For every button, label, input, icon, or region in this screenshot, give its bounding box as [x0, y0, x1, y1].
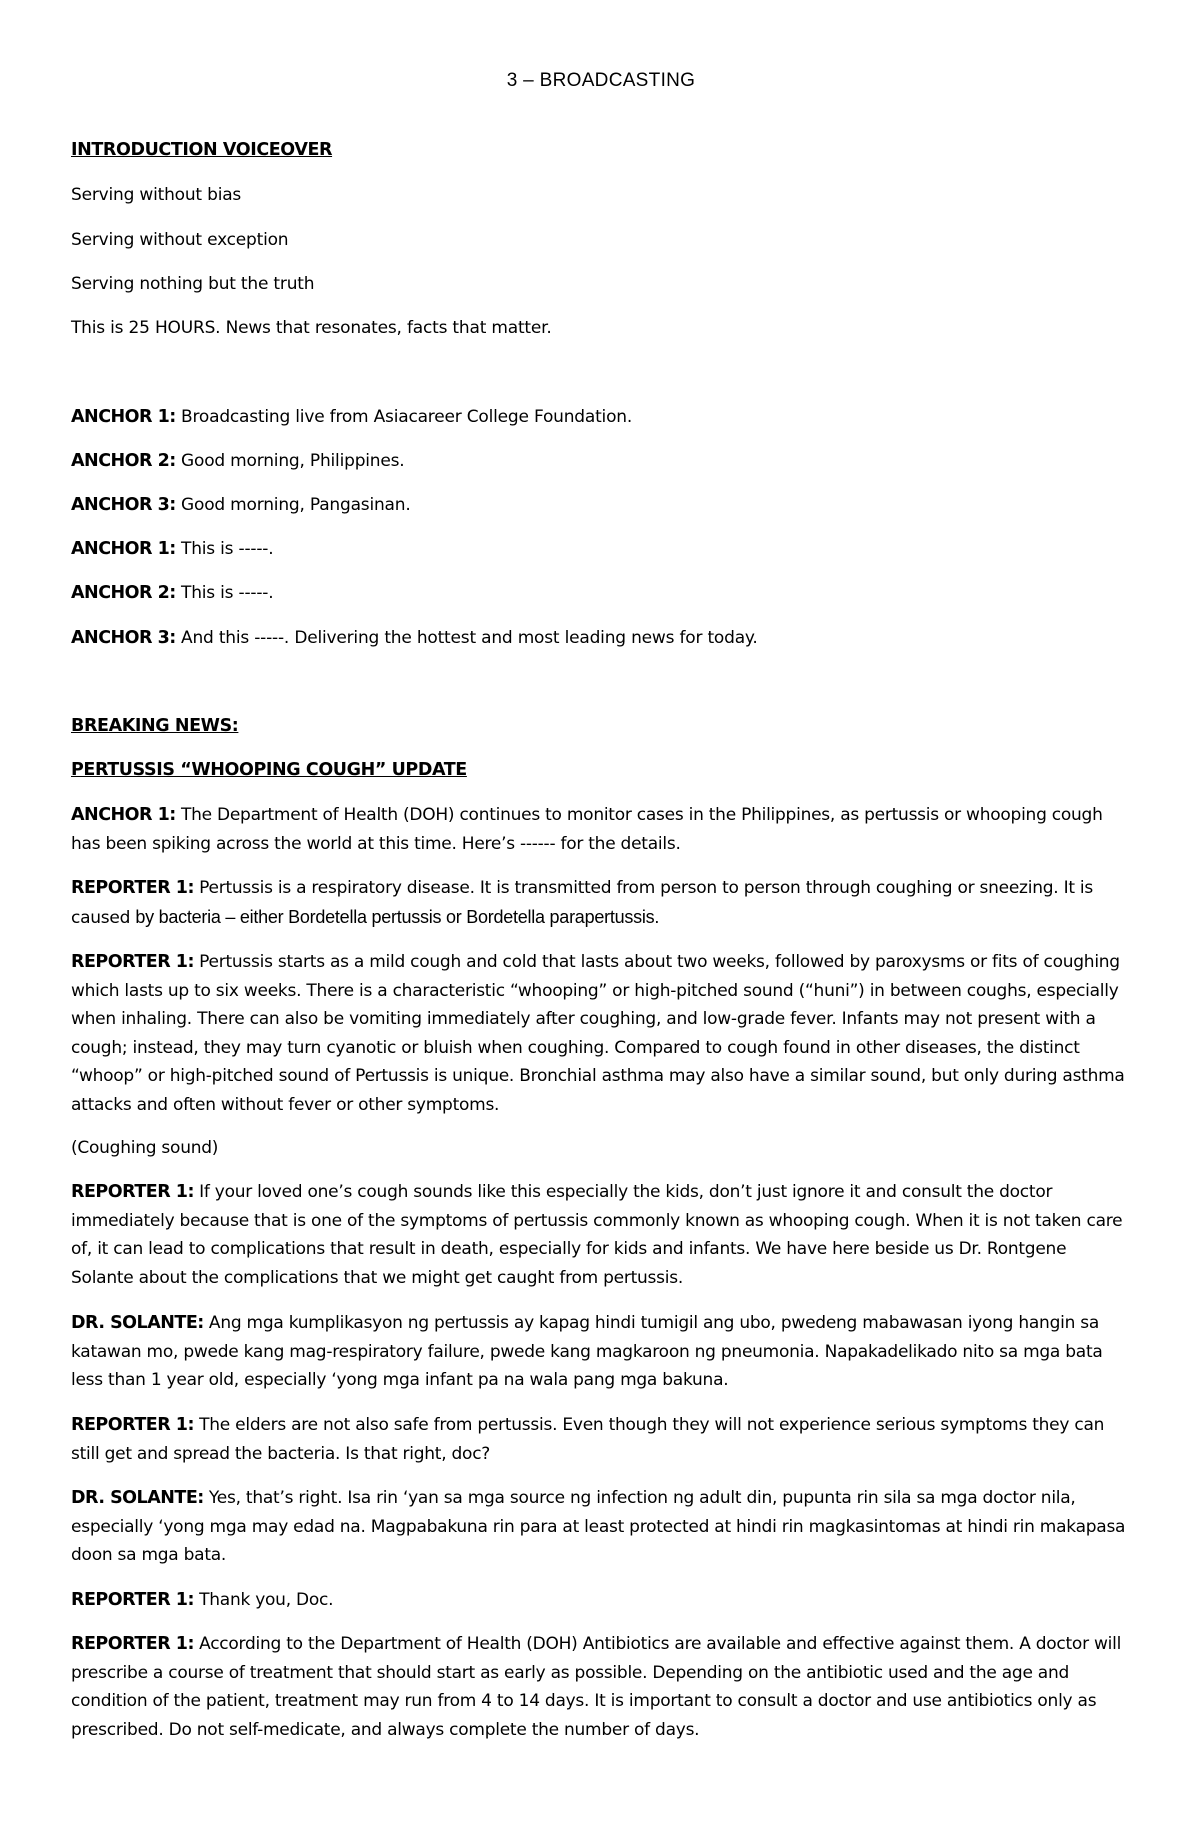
dialogue-text-tail: by bacteria – either Bordetella pertussis or Bordetella parapertussis. — [135, 906, 660, 927]
speaker-label: ANCHOR 1: — [71, 407, 176, 427]
dialogue-text: Yes, that’s right. Isa rin ‘yan sa mga source ng infection ng adult din, pupunta rin sila sa mga doctor nila, especially ‘yong mga may edad na. Magpabakuna rin para at least protected at hindi rin magkasintomas at hindi rin makapasa doon sa mga bata. — [71, 1488, 1126, 1566]
dialogue-text: Ang mga kumplikasyon ng pertussis ay kapag hindi tumigil ang ubo, pwedeng mabawasan iyong hangin sa katawan mo, pwede kang mag-respiratory failure, pwede kang magkaroon ng pneumonia. Napakadelikado nito sa mga bata less than 1 year old, especially ‘yong mga infant pa na wala pang mga bakuna. — [71, 1313, 1103, 1391]
anchor-line — [71, 624, 758, 653]
dialogue-text: According to the Department of Health (DOH) Antibiotics are available and effective against them. A doctor will prescribe a course of treatment that should start as early as possible. Depending on the antibiotic used and the age and condition of the patient, treatment may run from 4 to 14 days. It is important to consult a doctor and use antibiotics only as prescribed. Do not self-medicate, and always complete the number of days. — [71, 1634, 1122, 1740]
dialogue-text: If your loved one’s cough sounds like this especially the kids, don’t just ignore it and consult the doctor immediately because that is one of the symptoms of pertussis commonly known as whooping cough. When it is not taken care of, it can lead to complications that result in death, especially for kids and infants. We have here beside us Dr. Rontgene Solante about the complications that we might get caught from pertussis. — [71, 1182, 1123, 1288]
anchor-text: Good morning, Pangasinan. — [175, 495, 411, 515]
speaker-label: ANCHOR 3: — [71, 628, 176, 648]
dialogue-paragraph — [71, 1586, 1131, 1615]
speaker-label: ANCHOR 3: — [71, 495, 176, 515]
anchor-line — [71, 491, 411, 520]
dialogue-text: The Department of Health (DOH) continues to monitor cases in the Philippines, as pertussis or whooping cough has been spiking across the world at this time. Here’s ------ for the details. — [71, 805, 1103, 854]
dialogue-paragraph — [71, 1411, 1131, 1468]
dialogue-paragraph — [71, 874, 1131, 932]
dialogue-text: Pertussis is a respiratory disease. It is transmitted from person to person through coughing or sneezing. It is caused — [71, 878, 1093, 928]
intro-line: Serving nothing but the truth — [71, 274, 315, 294]
anchor-line — [71, 447, 405, 476]
speaker-label: DR. SOLANTE: — [71, 1488, 204, 1508]
anchor-text: This is -----. — [175, 583, 274, 603]
speaker-label: ANCHOR 1: — [71, 539, 176, 559]
anchor-text: And this -----. Delivering the hottest and most leading news for today. — [175, 628, 758, 648]
dialogue-text: Thank you, Doc. — [193, 1590, 334, 1610]
dialogue-paragraph — [71, 1178, 1131, 1292]
speaker-label: REPORTER 1: — [71, 1182, 194, 1202]
intro-line: This is 25 HOURS. News that resonates, facts that matter. — [71, 318, 552, 338]
speaker-label: ANCHOR 2: — [71, 583, 176, 603]
intro-heading: INTRODUCTION VOICEOVER — [71, 140, 333, 160]
speaker-label: DR. SOLANTE: — [71, 1313, 204, 1333]
anchor-text: Broadcasting live from Asiacareer College Foundation. — [175, 407, 633, 427]
speaker-label: REPORTER 1: — [71, 878, 194, 898]
anchor-line — [71, 403, 632, 432]
speaker-label: REPORTER 1: — [71, 1590, 194, 1610]
speaker-label: ANCHOR 2: — [71, 451, 176, 471]
page-title: 3 – BROADCASTING — [506, 70, 696, 91]
dialogue-text: The elders are not also safe from pertussis. Even though they will not experience serious symptoms they can still get and spread the bacteria. Is that right, doc? — [71, 1415, 1105, 1464]
dialogue-paragraph — [71, 1309, 1131, 1395]
speaker-label: ANCHOR 1: — [71, 805, 176, 825]
intro-line: Serving without bias — [71, 185, 242, 205]
anchor-line — [71, 535, 273, 564]
speaker-label: REPORTER 1: — [71, 952, 194, 972]
dialogue-paragraph — [71, 948, 1131, 1120]
speaker-label: REPORTER 1: — [71, 1415, 194, 1435]
stage-direction: (Coughing sound) — [71, 1138, 219, 1158]
anchor-line — [71, 579, 273, 608]
anchor-text: This is -----. — [175, 539, 274, 559]
anchor-text: Good morning, Philippines. — [175, 451, 405, 471]
story-heading: PERTUSSIS “WHOOPING COUGH” UPDATE — [71, 760, 467, 780]
dialogue-paragraph — [71, 1484, 1131, 1570]
dialogue-text: Pertussis starts as a mild cough and cold that lasts about two weeks, followed by paroxysms or fits of coughing which lasts up to six weeks. There is a characteristic “whooping” or high-pitched sound (“huni”) in between coughs, especially when inhaling. There can also be vomiting immediately after coughing, and low-grade fever. Infants may not present with a cough; instead, they may turn cyanotic or bluish when coughing. Compared to cough found in other diseases, the distinct “whoop” or high-pitched sound of Pertussis is unique. Bronchial asthma may also have a similar sound, but only during asthma attacks and often without fever or other symptoms. — [71, 952, 1125, 1115]
speaker-label: REPORTER 1: — [71, 1634, 194, 1654]
dialogue-paragraph — [71, 1630, 1131, 1744]
intro-line: Serving without exception — [71, 230, 289, 250]
dialogue-paragraph — [71, 801, 1131, 858]
breaking-news-heading: BREAKING NEWS: — [71, 716, 239, 736]
